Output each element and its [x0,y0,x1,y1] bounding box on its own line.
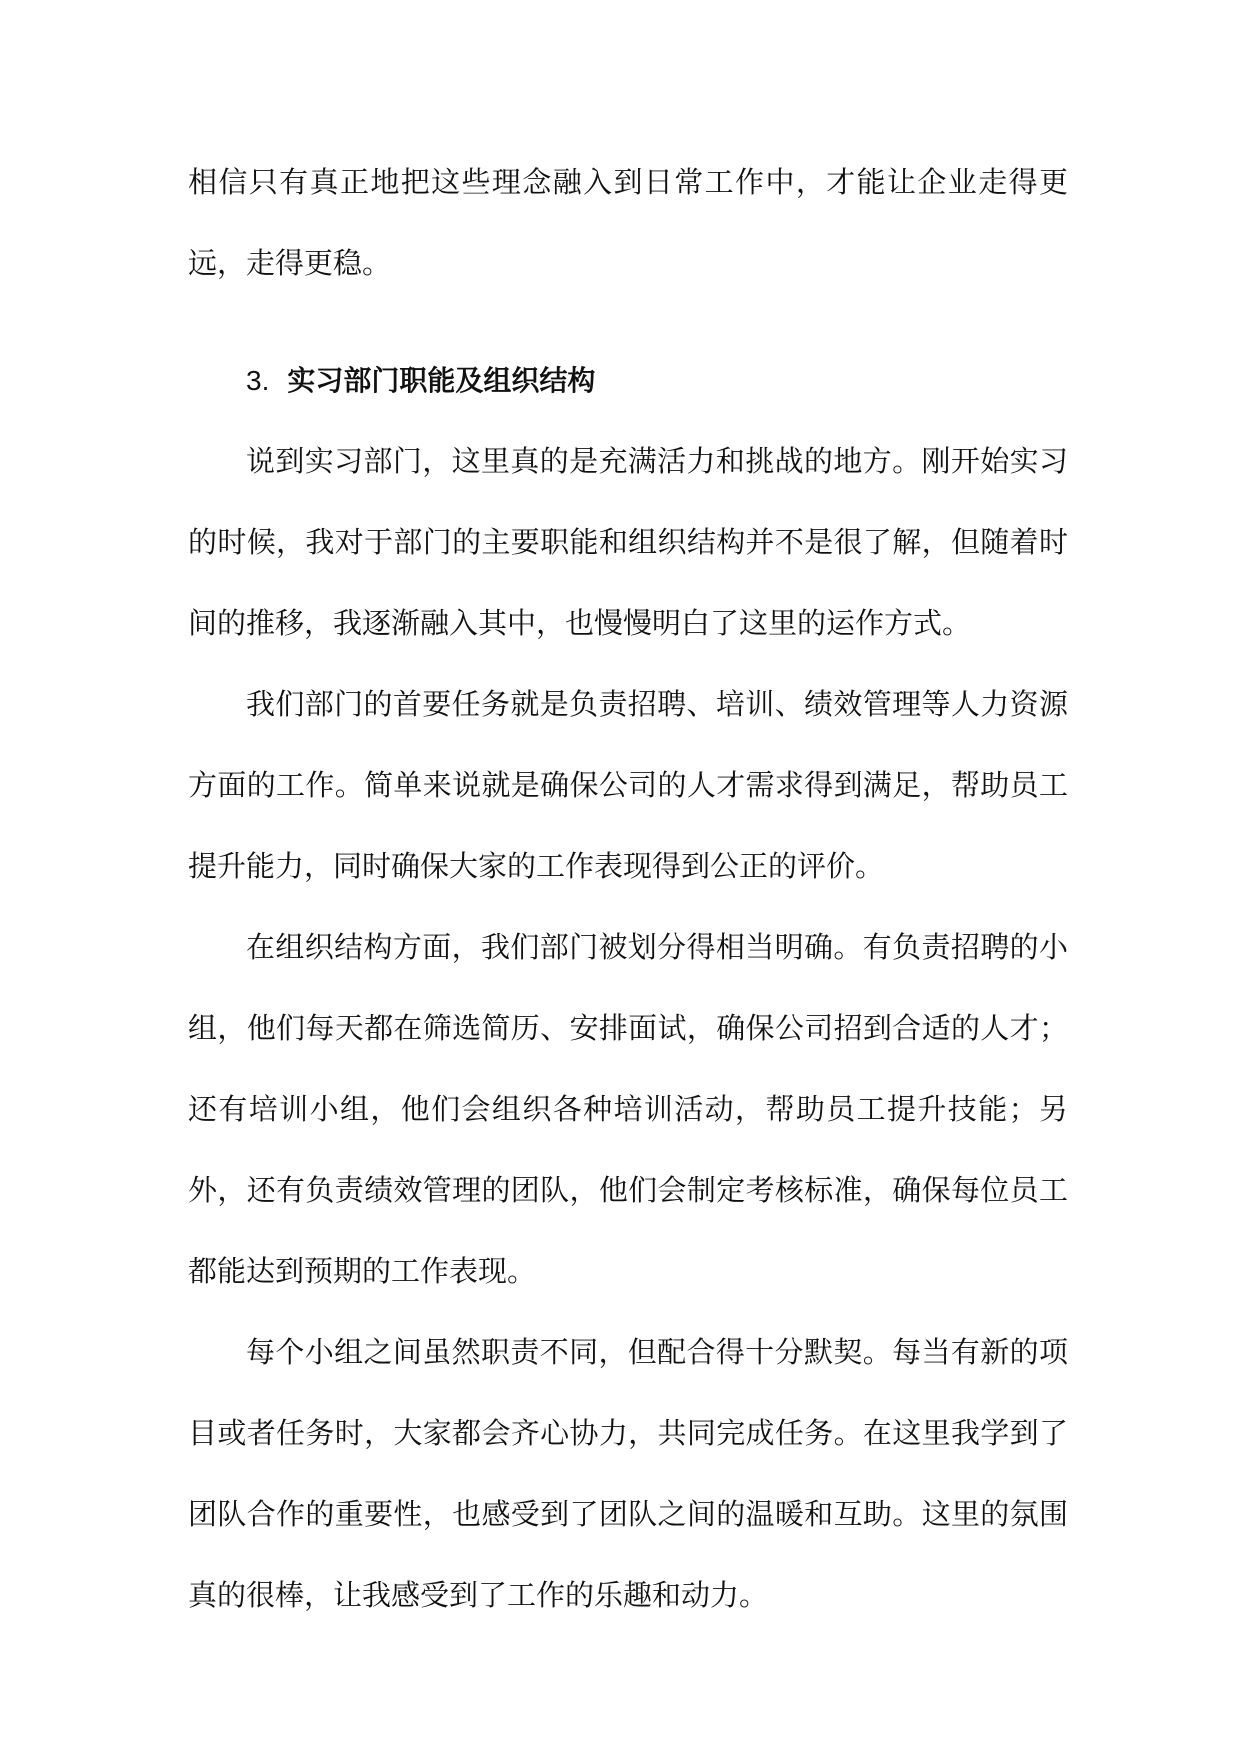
intro-paragraph: 相信只有真正地把这些理念融入到日常工作中，才能让企业走得更远，走得更稳。 [188,165,1068,280]
section-number: 3. [246,365,270,396]
paragraph-department-intro: 说到实习部门，这里真的是充满活力和挑战的地方。刚开始实习的时候，我对于部门的主要职能和组织结构并不是很了解，但随着时间的推移，我逐渐融入其中，也慢慢明白了这里的运作方式。 [188,444,1068,640]
paragraph-team-cooperation: 每个小组之间虽然职责不同，但配合得十分默契。每当有新的项目或者任务时，大家都会齐心协力，共同完成任务。在这里我学到了团队合作的重要性，也感受到了团队之间的温暖和互助。这里的氛围真的很棒，让我感受到了工作的乐趣和动力。 [188,1335,1068,1612]
section-heading [188,340,1068,421]
paragraph-department-tasks: 我们部门的首要任务就是负责招聘、培训、绩效管理等人力资源方面的工作。简单来说就是确保公司的人才需求得到满足，帮助员工提升能力，同时确保大家的工作表现得到公正的评价。 [188,687,1068,883]
document-body [188,142,1068,1636]
paragraph-organization-structure: 在组织结构方面，我们部门被划分得相当明确。有负责招聘的小组，他们每天都在筛选简历、安排面试，确保公司招到合适的人才；还有培训小组，他们会组织各种培训活动，帮助员工提升技能；另外，还有负责绩效管理的团队，他们会制定考核标准，确保每位员工都能达到预期的工作表现。 [188,930,1068,1288]
section-title: 实习部门职能及组织结构 [287,364,596,397]
